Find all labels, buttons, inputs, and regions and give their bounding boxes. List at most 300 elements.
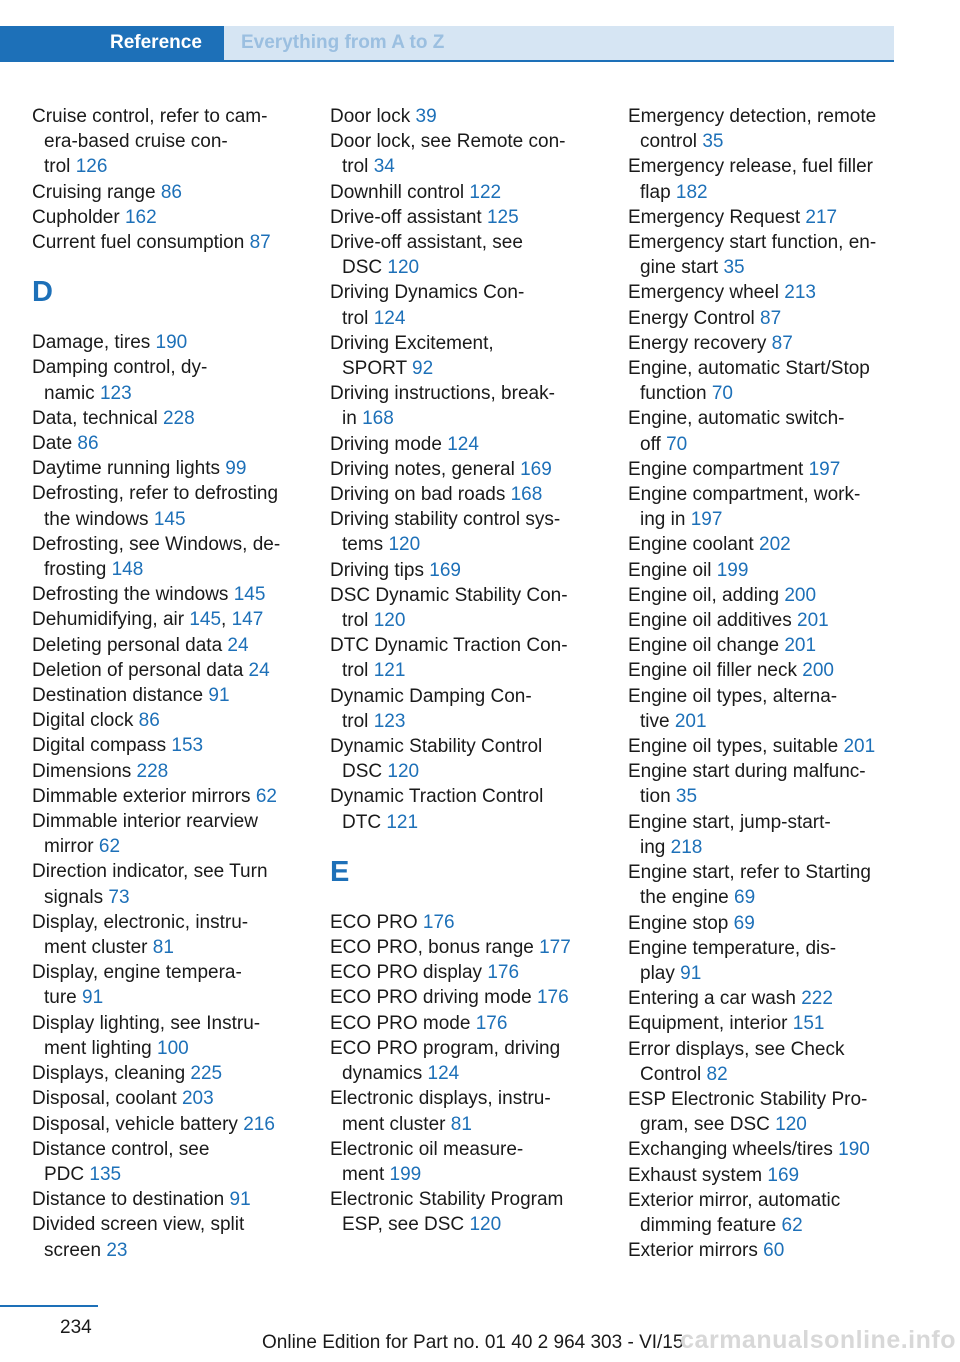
index-entry bbox=[32, 104, 304, 180]
index-entry bbox=[32, 1187, 304, 1212]
page-reference-link[interactable]: 124 bbox=[447, 433, 479, 455]
index-entry-text: Energy Control bbox=[628, 307, 761, 329]
index-entry-text: Exhaust system bbox=[628, 1164, 768, 1186]
page-reference-link[interactable]: 176 bbox=[536, 987, 569, 1009]
index-entry bbox=[330, 558, 602, 583]
index-entry bbox=[32, 733, 304, 758]
index-entry bbox=[32, 456, 304, 481]
page-reference-link[interactable]: 124 bbox=[427, 1063, 460, 1085]
index-entry-text: Data, technical bbox=[32, 407, 163, 429]
page-reference-link[interactable]: 123 bbox=[99, 382, 132, 404]
page-reference-link[interactable]: 199 bbox=[716, 559, 749, 581]
section-tab-reference[interactable]: Reference bbox=[0, 26, 224, 60]
index-entry-text: Dimmable interior rearview bbox=[32, 811, 258, 833]
page-reference-link[interactable]: 91 bbox=[229, 1189, 251, 1211]
page-reference-link[interactable]: 176 bbox=[475, 1012, 508, 1034]
index-entry-text: ECO PRO display bbox=[330, 962, 488, 984]
page-reference-link[interactable]: 169 bbox=[520, 458, 552, 480]
index-entry bbox=[628, 558, 903, 583]
index-entry bbox=[628, 658, 903, 683]
index-entry-text: Display, engine tempera- bbox=[32, 962, 242, 984]
index-entry bbox=[628, 1238, 903, 1263]
index-column-3 bbox=[628, 104, 903, 1263]
index-entry-text: Dynamic Damping Con- bbox=[330, 685, 532, 707]
page-reference-link[interactable]: 23 bbox=[106, 1239, 128, 1261]
index-entry-text: gram, see DSC bbox=[640, 1114, 776, 1136]
page-reference-link[interactable]: 82 bbox=[706, 1063, 728, 1085]
page-reference-link[interactable]: 86 bbox=[77, 433, 99, 455]
index-entry bbox=[32, 481, 304, 531]
index-entry-text: Driving Excitement, bbox=[330, 332, 494, 354]
index-entry-text: frosting bbox=[44, 559, 112, 581]
index-entry bbox=[628, 280, 903, 305]
index-entry bbox=[32, 633, 304, 658]
page-reference-link[interactable]: 202 bbox=[759, 534, 791, 556]
index-entry bbox=[330, 684, 602, 734]
page-reference-link[interactable]: 169 bbox=[429, 559, 461, 581]
page-reference-link[interactable]: 168 bbox=[510, 484, 543, 506]
index-entry-text: dynamics bbox=[342, 1063, 428, 1085]
page-reference-link[interactable]: 35 bbox=[702, 131, 724, 153]
index-entry bbox=[628, 1163, 903, 1188]
index-entry-text: PDC bbox=[44, 1163, 90, 1185]
index-entry-text: tion bbox=[640, 786, 676, 808]
index-entry bbox=[32, 784, 304, 809]
page-reference-link[interactable]: 162 bbox=[124, 206, 157, 228]
index-entry bbox=[330, 784, 602, 834]
index-entry bbox=[330, 482, 602, 507]
index-entry bbox=[330, 381, 602, 431]
index-entry-text: Emergency detection, remote bbox=[628, 106, 877, 127]
page-reference-link[interactable]: 121 bbox=[386, 811, 419, 833]
index-entry-text: Driving mode bbox=[330, 433, 448, 455]
index-entry-text: Door lock bbox=[330, 106, 416, 127]
index-entry-text: Engine compartment, work- bbox=[628, 484, 861, 506]
index-column-1 bbox=[32, 104, 304, 1263]
index-entry-text: DSC bbox=[342, 257, 388, 279]
page-header bbox=[0, 26, 894, 62]
index-entry-text: ECO PRO, bonus range bbox=[330, 937, 540, 959]
index-entry-text: Digital clock bbox=[32, 710, 139, 732]
page-reference-link[interactable]: 120 bbox=[469, 1214, 502, 1236]
index-entry bbox=[32, 330, 304, 355]
index-entry-text: Daytime running lights bbox=[32, 458, 226, 480]
page-reference-link[interactable]: 24 bbox=[227, 634, 249, 656]
index-entry-text: ESP, see DSC bbox=[342, 1214, 470, 1236]
index-entry-text: Damping control, dy- bbox=[32, 357, 208, 379]
index-entry bbox=[330, 457, 602, 482]
index-entry-text: Door lock, see Remote con- bbox=[330, 131, 566, 153]
page-reference-link[interactable]: 69 bbox=[733, 912, 755, 934]
page-reference-link[interactable]: 135 bbox=[89, 1163, 122, 1185]
index-entry-text: DSC Dynamic Stability Con- bbox=[330, 584, 568, 606]
index-entry bbox=[330, 935, 602, 960]
page-reference-link[interactable]: 177 bbox=[539, 937, 571, 959]
page-reference-link[interactable]: 99 bbox=[225, 458, 247, 480]
index-entry-text: Defrosting the windows bbox=[32, 584, 234, 606]
index-entry bbox=[330, 432, 602, 457]
index-entry-text: Engine oil additives bbox=[628, 610, 797, 632]
index-entry bbox=[628, 1188, 903, 1238]
page-reference-link[interactable]: 92 bbox=[412, 358, 434, 380]
index-entry bbox=[330, 280, 602, 330]
index-entry-text: ECO PRO bbox=[330, 911, 423, 933]
index-entry-text: Disposal, vehicle battery bbox=[32, 1113, 244, 1135]
page-reference-link[interactable]: 222 bbox=[801, 988, 833, 1010]
index-entry bbox=[32, 1061, 304, 1086]
index-entry-text: Emergency Request bbox=[628, 206, 806, 228]
index-entry-text: flap bbox=[640, 181, 676, 203]
index-column-2 bbox=[330, 104, 602, 1238]
index-entry-text: ESP Electronic Stability Pro- bbox=[628, 1088, 868, 1110]
index-entry bbox=[628, 356, 903, 406]
index-entry-text: Dimmable exterior mirrors bbox=[32, 785, 256, 807]
index-entry-text: Deletion of personal data bbox=[32, 659, 249, 681]
index-entry-text: control bbox=[640, 131, 703, 153]
page-reference-link[interactable]: 228 bbox=[136, 760, 169, 782]
page-reference-link[interactable]: 91 bbox=[208, 685, 230, 707]
index-entry-text: Date bbox=[32, 433, 78, 455]
page-reference-link[interactable]: 201 bbox=[784, 635, 817, 657]
index-entry-text: Driving stability control sys- bbox=[330, 509, 561, 531]
page-reference-link[interactable]: 125 bbox=[486, 206, 519, 228]
page-reference-link[interactable]: 148 bbox=[111, 559, 144, 581]
index-entry bbox=[628, 1087, 903, 1137]
page-reference-link[interactable]: 91 bbox=[82, 987, 104, 1009]
index-entry bbox=[32, 582, 304, 607]
index-entry-text: Control bbox=[640, 1063, 707, 1085]
page-reference-link[interactable]: 87 bbox=[249, 232, 271, 254]
index-entry-text: screen bbox=[44, 1239, 107, 1261]
index-entry bbox=[330, 230, 602, 280]
index-entry bbox=[628, 1137, 903, 1162]
index-entry bbox=[330, 331, 602, 381]
index-entry bbox=[32, 960, 304, 1010]
index-entry-text: Exchanging wheels/tires bbox=[628, 1139, 839, 1161]
index-entry bbox=[628, 532, 903, 557]
index-entry-text: play bbox=[640, 962, 681, 984]
index-entry-text: the windows bbox=[44, 508, 154, 530]
index-entry-text: ing in bbox=[640, 509, 691, 531]
index-entry-text: trol bbox=[44, 156, 76, 178]
index-entry bbox=[32, 859, 304, 909]
index-entry bbox=[32, 1011, 304, 1061]
index-entry bbox=[330, 1137, 602, 1187]
index-entry: Dehumidifying, air 145, 147 bbox=[32, 609, 264, 631]
index-entry-text: Cupholder bbox=[32, 206, 125, 228]
index-entry-text: Digital compass bbox=[32, 735, 172, 757]
index-entry-text: Exterior mirror, automatic bbox=[628, 1189, 841, 1211]
page-reference-link[interactable]: 228 bbox=[162, 407, 195, 429]
index-entry bbox=[32, 683, 304, 708]
index-entry-text: in bbox=[342, 408, 363, 430]
page-number: 234 bbox=[60, 1317, 92, 1338]
index-entry-text: Driving instructions, break- bbox=[330, 383, 555, 405]
page-reference-link[interactable]: 225 bbox=[190, 1063, 223, 1085]
index-entry-text: function bbox=[640, 383, 712, 405]
index-entry bbox=[628, 608, 903, 633]
index-entry bbox=[628, 406, 903, 456]
page-reference-link[interactable]: 201 bbox=[674, 710, 707, 732]
page-reference-link[interactable]: 197 bbox=[808, 458, 841, 480]
edition-note: Online Edition for Part no. 01 40 2 964 303 - VI/15 bbox=[262, 1332, 684, 1353]
index-entry bbox=[628, 154, 903, 204]
index-entry bbox=[32, 759, 304, 784]
index-entry bbox=[32, 205, 304, 230]
index-entry-text: Driving notes, general bbox=[330, 458, 521, 480]
page-reference-link[interactable]: 121 bbox=[373, 660, 406, 682]
page-reference-link[interactable]: 120 bbox=[387, 761, 420, 783]
index-entry bbox=[32, 658, 304, 683]
index-entry bbox=[330, 507, 602, 557]
index-entry-text: Energy recovery bbox=[628, 332, 772, 354]
page-reference-link[interactable]: 60 bbox=[763, 1240, 785, 1262]
page-reference-link[interactable]: 203 bbox=[181, 1088, 214, 1110]
index-entry bbox=[330, 1187, 602, 1237]
page-reference-link[interactable]: 176 bbox=[487, 962, 520, 984]
page-reference-link[interactable]: 100 bbox=[157, 1037, 189, 1059]
index-entry bbox=[330, 129, 602, 179]
index-entry bbox=[628, 911, 903, 936]
index-entry-text: trol bbox=[342, 307, 374, 329]
index-entry bbox=[330, 205, 602, 230]
page-reference-link[interactable]: 145 bbox=[153, 508, 186, 530]
index-entry-text: Engine, automatic Start/Stop bbox=[628, 358, 870, 380]
index-entry bbox=[628, 810, 903, 860]
page-reference-link[interactable]: 169 bbox=[767, 1164, 800, 1186]
index-entry-text: Engine compartment bbox=[628, 458, 809, 480]
index-entry bbox=[32, 1212, 304, 1262]
index-entry bbox=[330, 180, 602, 205]
index-entry-text: Electronic displays, instru- bbox=[330, 1088, 551, 1110]
index-entry bbox=[628, 860, 903, 910]
page-reference-link[interactable]: 69 bbox=[734, 887, 756, 909]
index-entry-text: Dynamic Stability Control bbox=[330, 736, 543, 758]
page-reference-link[interactable]: 81 bbox=[152, 937, 174, 959]
index-entry-text: Deleting personal data bbox=[32, 634, 228, 656]
index-entry-text: SPORT bbox=[342, 358, 413, 380]
page-reference-link[interactable]: 34 bbox=[373, 156, 395, 178]
index-entry-text: Equipment, interior bbox=[628, 1013, 793, 1035]
index-entry-text: ECO PRO program, driving bbox=[330, 1037, 561, 1059]
index-entry-text: trol bbox=[342, 710, 374, 732]
page-reference-link[interactable]: 120 bbox=[387, 257, 420, 279]
index-entry bbox=[32, 708, 304, 733]
index-entry bbox=[32, 532, 304, 582]
index-entry-text: Direction indicator, see Turn bbox=[32, 861, 268, 883]
page-reference-link[interactable]: 91 bbox=[680, 962, 702, 984]
index-entry-text: Display, electronic, instru- bbox=[32, 911, 249, 933]
page-reference-link[interactable]: 62 bbox=[255, 785, 277, 807]
footer-rule bbox=[0, 1305, 98, 1307]
page-reference-link[interactable]: 70 bbox=[711, 383, 733, 405]
index-entry-text: mirror bbox=[44, 836, 99, 858]
index-entry bbox=[628, 1037, 903, 1087]
index-entry-text: Engine start, refer to Starting bbox=[628, 862, 871, 884]
index-entry bbox=[32, 809, 304, 859]
page-reference-link[interactable]: 168 bbox=[362, 408, 394, 430]
page-reference-link[interactable]: 200 bbox=[802, 660, 834, 682]
page-reference-link[interactable]: 217 bbox=[805, 206, 838, 228]
index-entry-text: Error displays, see Check bbox=[628, 1038, 845, 1060]
index-entry-text: Engine oil, adding bbox=[628, 584, 785, 606]
index-entry-text: namic bbox=[44, 382, 100, 404]
index-entry-text: Defrosting, refer to defrosting bbox=[32, 483, 279, 505]
index-entry-text: Emergency start function, en- bbox=[628, 232, 877, 254]
index-entry-text: Engine oil types, suitable bbox=[628, 736, 844, 758]
page-reference-link[interactable]: 145 bbox=[233, 584, 266, 606]
index-entry-text: Drive-off assistant bbox=[330, 206, 487, 228]
index-entry-text: ment cluster bbox=[342, 1113, 451, 1135]
page-reference-link[interactable]: 62 bbox=[98, 836, 121, 858]
index-entry bbox=[628, 759, 903, 809]
page-reference-link[interactable]: 62 bbox=[781, 1214, 803, 1236]
index-entry bbox=[628, 457, 903, 482]
index-entry bbox=[32, 180, 304, 205]
page-reference-link[interactable]: 86 bbox=[138, 710, 160, 732]
index-entry bbox=[628, 684, 903, 734]
index-entry-text: Engine, automatic switch- bbox=[628, 408, 845, 430]
index-entry-text: Damage, tires bbox=[32, 332, 156, 354]
index-entry bbox=[32, 910, 304, 960]
page-reference-link[interactable]: 73 bbox=[108, 886, 130, 908]
index-entry-text: signals bbox=[44, 886, 109, 908]
index-entry bbox=[330, 1086, 602, 1136]
index-entry-text: Electronic oil measure- bbox=[330, 1138, 524, 1160]
index-entry bbox=[330, 985, 602, 1010]
page-reference-link[interactable]: 124 bbox=[373, 307, 406, 329]
index-entry-text: Emergency release, fuel filler bbox=[628, 156, 873, 178]
index-entry-text: Dynamic Traction Control bbox=[330, 786, 544, 808]
page-reference-link[interactable]: 120 bbox=[388, 534, 421, 556]
index-entry-text: the engine bbox=[640, 887, 735, 909]
header-rule bbox=[0, 60, 894, 62]
page-reference-link[interactable]: 126 bbox=[75, 156, 108, 178]
index-entry-text: off bbox=[640, 433, 667, 455]
page-reference-link[interactable]: 120 bbox=[373, 610, 406, 632]
index-entry-text: dimming feature bbox=[640, 1214, 782, 1236]
page-reference-link[interactable]: 39 bbox=[415, 106, 437, 127]
index-entry-text: trol bbox=[342, 610, 374, 632]
page-reference-link[interactable]: 87 bbox=[771, 332, 793, 354]
index-entry-text: Distance to destination bbox=[32, 1189, 230, 1211]
index-entry-text: Engine oil change bbox=[628, 635, 785, 657]
page-reference-link[interactable]: 190 bbox=[838, 1139, 870, 1161]
page-reference-link[interactable]: 218 bbox=[670, 836, 703, 858]
page-reference-link[interactable]: 123 bbox=[373, 710, 406, 732]
index-entry bbox=[330, 1036, 602, 1086]
index-entry-text: Emergency wheel bbox=[628, 282, 785, 304]
index-entry-text: Driving tips bbox=[330, 559, 430, 581]
index-entry bbox=[628, 104, 903, 154]
page-reference-link[interactable]: 216 bbox=[243, 1113, 275, 1135]
index-entry bbox=[628, 482, 903, 532]
page-reference-link[interactable]: 35 bbox=[723, 257, 745, 279]
index-letter-heading: D bbox=[32, 276, 53, 309]
index-entry-text: Engine start during malfunc- bbox=[628, 761, 866, 783]
page-reference-link[interactable]: 176 bbox=[422, 911, 455, 933]
page-reference-link[interactable]: 151 bbox=[792, 1013, 825, 1035]
index-entry bbox=[628, 205, 903, 230]
page-reference-link[interactable]: 145 bbox=[189, 609, 222, 631]
chapter-tab-a-to-z[interactable]: Everything from A to Z bbox=[224, 26, 894, 60]
page-reference-link[interactable]: 70 bbox=[666, 433, 688, 455]
index-entry-text: ECO PRO mode bbox=[330, 1012, 476, 1034]
index-entry-text: gine start bbox=[640, 257, 724, 279]
index-entry-text: Display lighting, see Instru- bbox=[32, 1012, 261, 1034]
index-entry bbox=[330, 104, 602, 129]
index-entry-text: DTC bbox=[342, 811, 387, 833]
index-entry-text: Driving on bad roads bbox=[330, 484, 511, 506]
page-reference-link[interactable]: 153 bbox=[171, 735, 204, 757]
page-reference-link[interactable]: 199 bbox=[389, 1163, 422, 1185]
index-entry-text: Engine oil bbox=[628, 559, 717, 581]
index-entry-text: Engine start, jump-start- bbox=[628, 811, 831, 833]
index-entry bbox=[32, 406, 304, 431]
index-entry-text: tems bbox=[342, 534, 389, 556]
index-entry-text: trol bbox=[342, 660, 374, 682]
index-entry-text: ture bbox=[44, 987, 83, 1009]
index-entry-text: Displays, cleaning bbox=[32, 1063, 191, 1085]
page-reference-link[interactable]: 122 bbox=[469, 181, 502, 203]
index-entry-text: DTC Dynamic Traction Con- bbox=[330, 635, 568, 657]
index-entry-text: Electronic Stability Program bbox=[330, 1189, 564, 1211]
page-reference-link[interactable]: 35 bbox=[675, 786, 698, 808]
index-entry-text: ment cluster bbox=[44, 937, 153, 959]
index-entry-text: ECO PRO driving mode bbox=[330, 987, 537, 1009]
index-entry bbox=[330, 583, 602, 633]
index-entry bbox=[330, 960, 602, 985]
page-reference-link[interactable]: 190 bbox=[155, 332, 188, 354]
page-reference-link[interactable]: 197 bbox=[690, 509, 723, 531]
index-entry bbox=[628, 583, 903, 608]
index-entry-text: Engine coolant bbox=[628, 534, 759, 556]
index-entry bbox=[32, 1137, 304, 1187]
index-entry bbox=[32, 1112, 304, 1137]
index-entry-text: Cruising range bbox=[32, 181, 161, 203]
index-letter-heading: E bbox=[330, 855, 350, 888]
index-entry bbox=[32, 230, 304, 255]
page-reference-link[interactable]: 201 bbox=[797, 610, 829, 632]
page-reference-link[interactable]: 24 bbox=[248, 659, 270, 681]
index-entry-text: ing bbox=[640, 836, 671, 858]
index-entry bbox=[628, 633, 903, 658]
index-entry bbox=[628, 306, 903, 331]
page-reference-link[interactable]: 182 bbox=[675, 181, 708, 203]
index-entry bbox=[330, 1011, 602, 1036]
page-reference-link[interactable]: 87 bbox=[760, 307, 782, 329]
index-entry-text: Disposal, coolant bbox=[32, 1088, 182, 1110]
index-entry bbox=[628, 986, 903, 1011]
page-reference-link[interactable]: 86 bbox=[160, 181, 182, 203]
index-entry bbox=[330, 910, 602, 935]
index-entry-text: ment lighting bbox=[44, 1037, 158, 1059]
index-entry-text: era-based cruise con- bbox=[44, 131, 228, 153]
index-entry bbox=[330, 734, 602, 784]
page-reference-link[interactable]: 147 bbox=[231, 609, 264, 631]
index-entry-text: Drive-off assistant, see bbox=[330, 232, 523, 254]
index-entry-text: ment bbox=[342, 1163, 390, 1185]
index-entry-text: Destination distance bbox=[32, 685, 209, 707]
page-reference-link[interactable]: 81 bbox=[450, 1113, 472, 1135]
page-reference-link[interactable]: 201 bbox=[843, 736, 876, 758]
page-reference-link[interactable]: 120 bbox=[775, 1114, 807, 1136]
index-entry-text: Defrosting, see Windows, de- bbox=[32, 533, 281, 555]
page-reference-link[interactable]: 213 bbox=[784, 282, 816, 304]
index-entry bbox=[628, 734, 903, 759]
index-entry-text: Distance control, see bbox=[32, 1138, 210, 1160]
page-reference-link[interactable]: 200 bbox=[784, 584, 817, 606]
